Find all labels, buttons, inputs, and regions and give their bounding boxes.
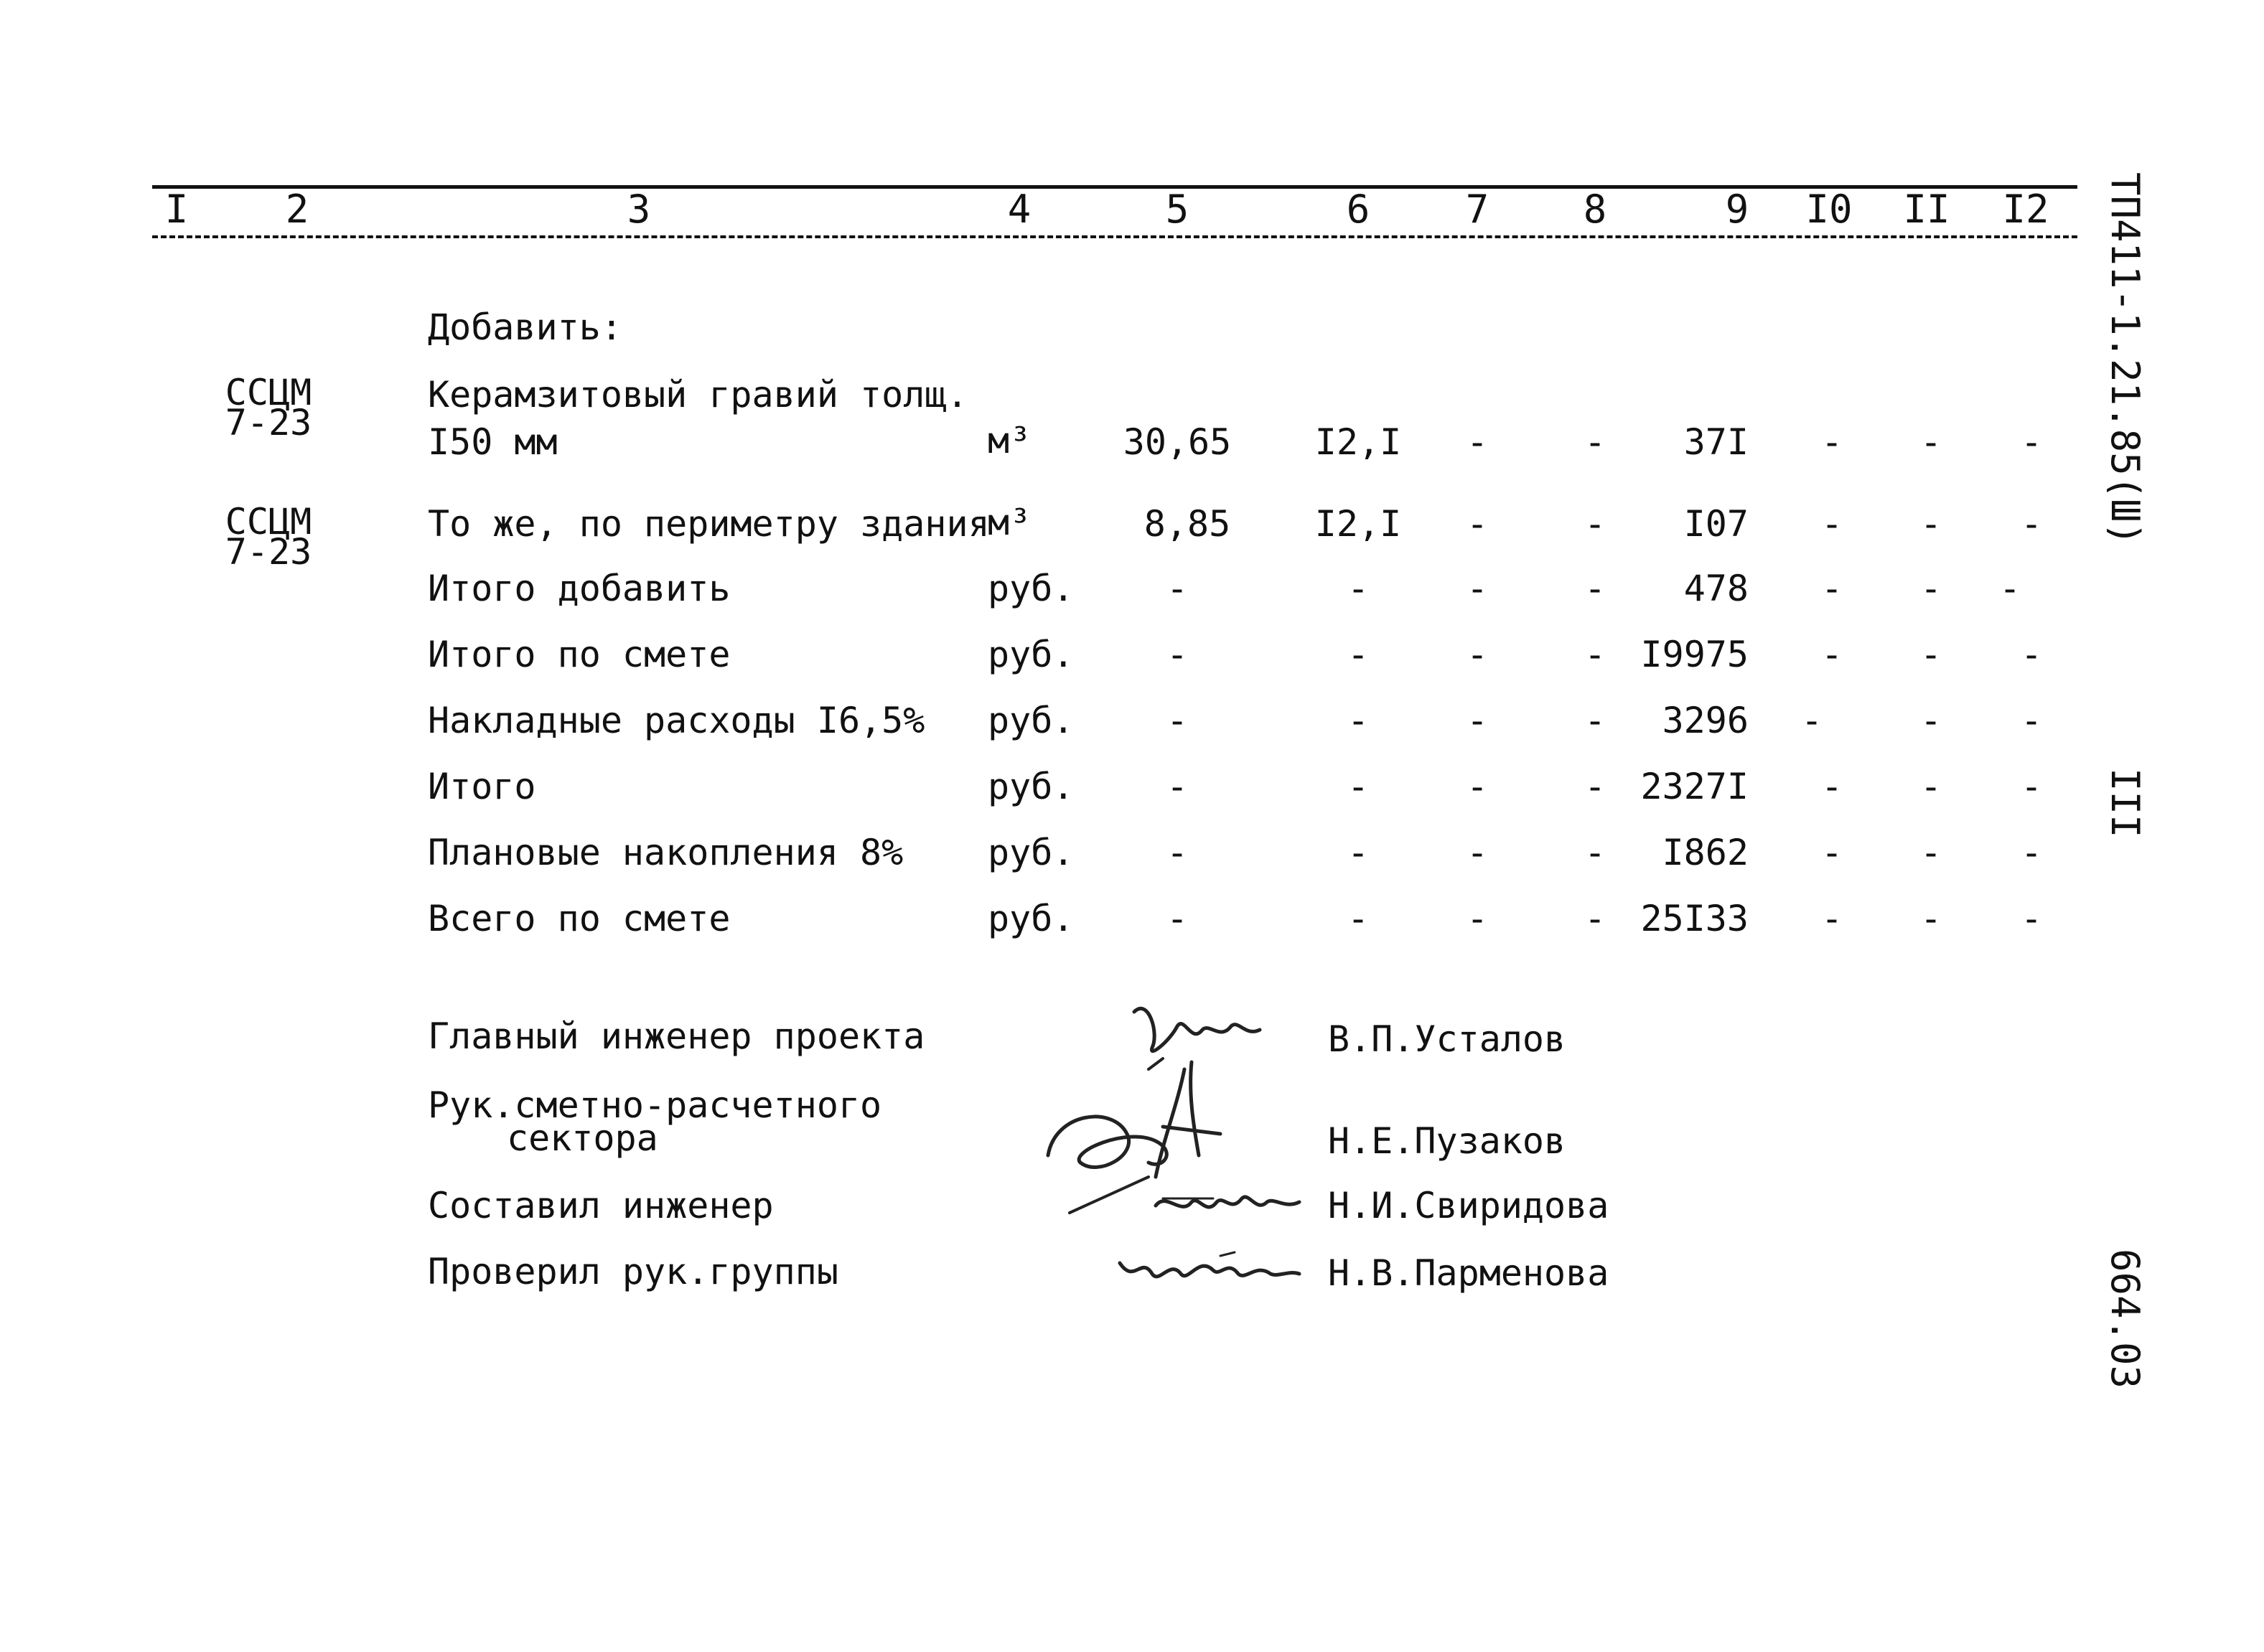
row-col-5: - [1166,700,1189,741]
row-col-10: - [1820,568,1843,609]
row-col-10: - [1820,766,1843,807]
row-col-5: - [1166,832,1189,873]
row-col-6: - [1347,700,1370,741]
column-header-1: I [164,187,189,232]
document-number: 664.03 [2102,1249,2148,1389]
row-col-7: - [1466,766,1489,807]
row-name-continued: I50 мм [428,421,558,463]
row-col-12: - [2020,766,2043,807]
column-header-7: 7 [1465,187,1489,232]
signer-role-continued: сектора [507,1117,658,1159]
row-col-7: - [1466,832,1489,873]
row-col-8: - [1584,700,1606,741]
row-col-7: - [1466,421,1489,463]
column-header-3: 3 [627,187,651,232]
row-col-9: 2327I [1640,766,1749,807]
row-col-7: - [1466,700,1489,741]
row-col-6: - [1347,568,1370,609]
row-col-12: - [1998,568,2021,609]
row-col-6: I2,I [1314,421,1402,463]
row-col-11: - [1919,766,1942,807]
signer-role: Главный инженер проекта [428,1015,925,1057]
row-col-9: 478 [1683,568,1749,609]
row-col-8: - [1584,421,1606,463]
signature-sviridova [1149,1177,1321,1227]
page-number: III [2102,768,2148,838]
row-col-12: - [2020,503,2043,545]
row-col-9: 37I [1683,421,1749,463]
signer-role: Рук.сметно-расчетного [428,1084,882,1126]
signer-name: Н.И.Свиридова [1328,1185,1609,1226]
row-col-7: - [1466,503,1489,545]
section-title: Добавить: [428,306,622,348]
row-code-number: 7-23 [225,531,312,573]
row-col-11: - [1919,832,1942,873]
row-col-8: - [1584,898,1606,939]
row-unit: м³ [988,502,1032,543]
row-col-9: I9975 [1640,634,1749,675]
row-col-11: - [1919,503,1942,545]
row-col-10: - [1820,898,1843,939]
row-unit: руб. [988,700,1075,741]
row-col-6: - [1347,766,1370,807]
column-header-10: I0 [1805,187,1853,232]
row-name: То же, по периметру здания [428,503,990,545]
row-name: Плановые накопления 8% [428,832,904,873]
row-code: ССЦМ [225,501,312,543]
row-col-6: - [1347,634,1370,675]
row-unit: руб. [988,634,1075,675]
row-col-10: - [1820,634,1843,675]
header-bottom-rule [152,235,2077,238]
row-col-8: - [1584,503,1606,545]
column-header-12: I2 [2002,187,2049,232]
row-col-8: - [1584,568,1606,609]
row-name: Керамзитовый гравий толщ. [428,374,968,416]
row-col-9: I07 [1683,503,1749,545]
row-col-12: - [2020,700,2043,741]
row-unit: руб. [988,766,1075,807]
row-name: Итого добавить [428,568,731,609]
header-top-rule [152,185,2077,189]
row-unit: руб. [988,568,1075,609]
row-code-number: 7-23 [225,402,312,443]
row-col-7: - [1466,634,1489,675]
row-col-10: - [1820,421,1843,463]
signer-role: Проверил рук.группы [428,1251,838,1292]
row-col-5: 30,65 [1123,421,1232,463]
row-col-12: - [2020,832,2043,873]
row-col-11: - [1919,634,1942,675]
row-col-9: 25I33 [1640,898,1749,939]
row-col-8: - [1584,832,1606,873]
row-name: Накладные расходы I6,5% [428,700,925,741]
signature-parmenova [1113,1242,1314,1299]
row-unit: руб. [988,898,1075,939]
row-col-6: - [1347,832,1370,873]
signer-name: Н.В.Парменова [1328,1252,1609,1294]
row-col-9: 3296 [1662,700,1749,741]
row-col-6: - [1347,898,1370,939]
column-header-5: 5 [1165,187,1189,232]
column-header-9: 9 [1725,187,1749,232]
row-col-10: - [1820,503,1843,545]
row-unit: руб. [988,832,1075,873]
column-header-4: 4 [1007,187,1032,232]
column-header-6: 6 [1346,187,1370,232]
row-col-11: - [1919,568,1942,609]
row-col-10: - [1820,832,1843,873]
column-header-11: II [1903,187,1950,232]
row-col-8: - [1584,634,1606,675]
row-col-7: - [1466,568,1489,609]
row-col-5: - [1166,766,1189,807]
row-col-6: I2,I [1314,503,1402,545]
row-col-12: - [2020,634,2043,675]
row-col-11: - [1919,700,1942,741]
row-col-11: - [1919,421,1942,463]
row-col-5: - [1166,634,1189,675]
row-col-5: - [1166,898,1189,939]
signer-name: Н.Е.Пузаков [1328,1120,1566,1162]
row-col-5: 8,85 [1143,503,1231,545]
row-col-10: - [1800,700,1823,741]
row-name: Всего по смете [428,898,731,939]
row-name: Итого по смете [428,634,731,675]
column-header-2: 2 [285,187,309,232]
row-col-9: I862 [1662,832,1749,873]
column-header-8: 8 [1583,187,1607,232]
row-col-11: - [1919,898,1942,939]
signer-name: В.П.Усталов [1328,1018,1566,1060]
row-col-5: - [1166,568,1189,609]
row-col-7: - [1466,898,1489,939]
row-col-8: - [1584,766,1606,807]
row-unit: м³ [988,420,1032,461]
row-col-12: - [2020,898,2043,939]
row-name: Итого [428,766,536,807]
row-code: ССЦМ [225,372,312,413]
document-code: ТП411-1.21.85(Ш) [2102,172,2148,546]
signer-role: Составил инженер [428,1185,774,1226]
row-col-12: - [2020,421,2043,463]
